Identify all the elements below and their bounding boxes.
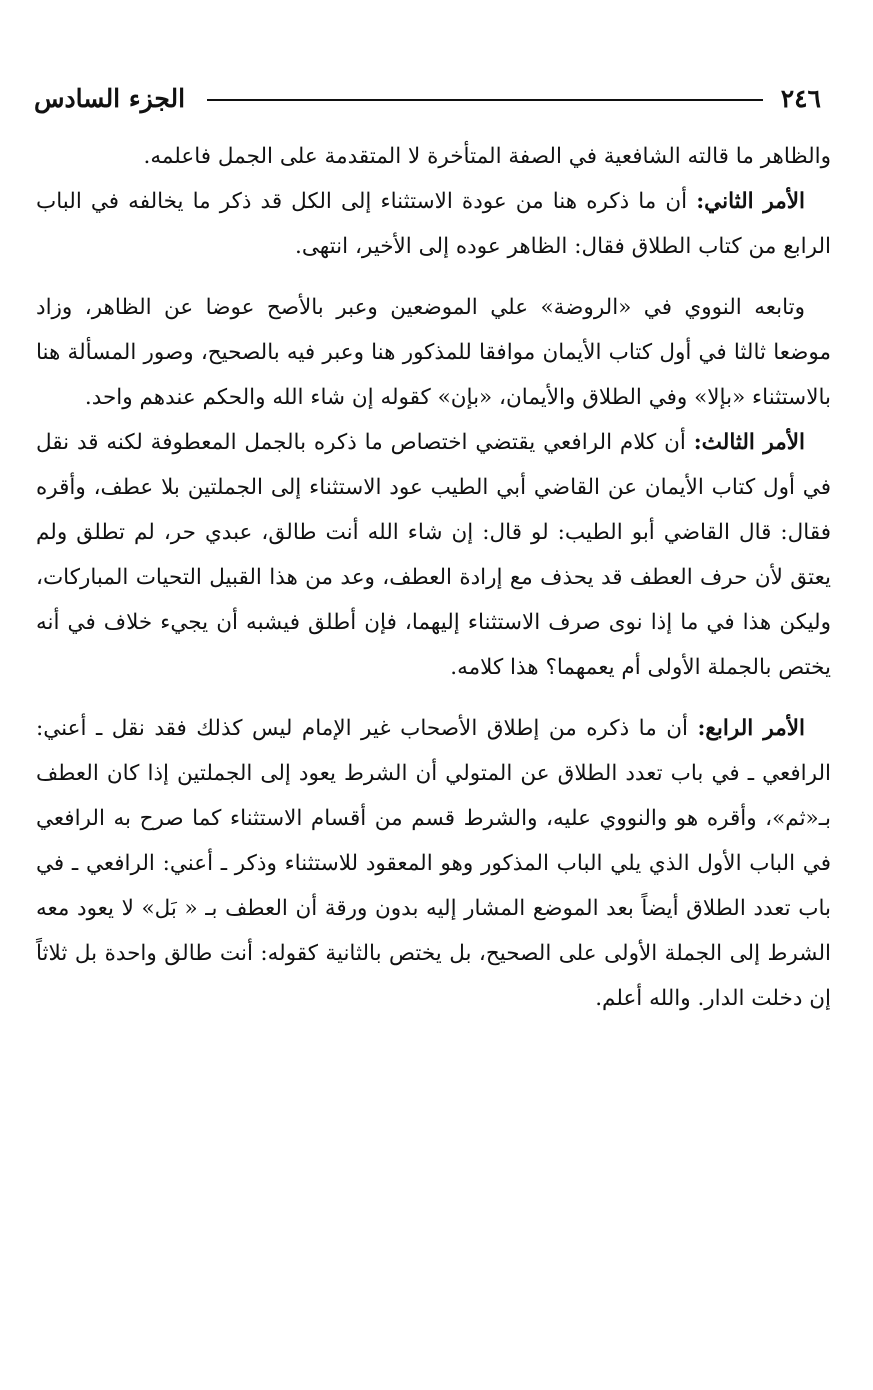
paragraph-4 — [36, 420, 831, 690]
paragraph-3 — [36, 285, 831, 420]
page-number: ٢٤٦ — [780, 83, 821, 113]
paragraph-4-heading: الأمر الثالث: — [693, 430, 805, 455]
paragraph-2-text: أن ما ذكره هنا من عودة الاستثناء إلى الكل قد ذكر ما يخالفه في الباب الرابع من كتاب الطلاق فقال: الظاهر عوده إلى الأخير، انتهى. — [36, 189, 831, 259]
body-text — [36, 134, 831, 1021]
paragraph-5-heading: الأمر الرابع: — [697, 716, 805, 741]
paragraph-1-text: والظاهر ما قالته الشافعية في الصفة المتأخرة لا المتقدمة على الجمل فاعلمه. — [143, 144, 831, 169]
paragraph-2 — [36, 179, 831, 269]
paragraph-4-text: أن كلام الرافعي يقتضي اختصاص ما ذكره بالجمل المعطوفة لكنه قد نقل في أول كتاب الأيمان عن القاضي أبي الطيب عود الاستثناء إلى الجملتين بلا عطف، وأقره فقال: قال القاضي أبو الطيب: لو قال: إن شاء الله أنت طالق، عبدي حر، لم تطلق ولم يعتق لأن حرف العطف قد يحذف مع إرادة العطف، وعد من هذا القبيل التحيات المباركات، وليكن هذا في ما إذا نوى صرف الاستثناء إليهما، فإن أطلق فيشبه أن يجيء خلاف في أنه يختص بالجملة الأولى أم يعمهما؟ هذا كلامه. — [36, 430, 831, 680]
paragraph-5-text: أن ما ذكره من إطلاق الأصحاب غير الإمام ليس كذلك فقد نقل ـ أعني: الرافعي ـ في باب تعدد الطلاق عن المتولي أن الشرط يعود إلى الجملتين إذا كان العطف بـ«ثم»، وأقره هو والنووي عليه، والشرط قسم من أقسام الاستثناء كما صرح به الرافعي في الباب الأول الذي يلي الباب المذكور وهو المعقود للاستثناء وذكر ـ أعني: الرافعي ـ في باب تعدد الطلاق أيضاً بعد الموضع المشار إليه بدون ورقة أن العطف بـ « بَل» لا يعود معه الشرط إلى الجملة الأولى على الصحيح، بل يختص بالثانية كقوله: أنت طالق واحدة بل ثلاثاً إن دخلت الدار. والله أعلم. — [36, 716, 831, 1011]
running-head — [34, 78, 821, 118]
paragraph-1 — [36, 134, 831, 179]
paragraph-3-text: وتابعه النووي في «الروضة» علي الموضعين وعبر بالأصح عوضا عن الظاهر، وزاد موضعا ثالثا في أول كتاب الأيمان موافقا للمذكور هنا وعبر فيه بالصحيح، وصور المسألة هنا بالاستثناء «بإلا» وفي الطلاق والأيمان، «بإن» كقوله إن شاء الله والحكم عندهم واحد. — [36, 295, 831, 410]
part-title: الجزء السادس — [34, 83, 186, 113]
paragraph-5 — [36, 706, 831, 1021]
paragraph-2-heading: الأمر الثاني: — [696, 189, 805, 214]
header-rule — [207, 99, 763, 101]
